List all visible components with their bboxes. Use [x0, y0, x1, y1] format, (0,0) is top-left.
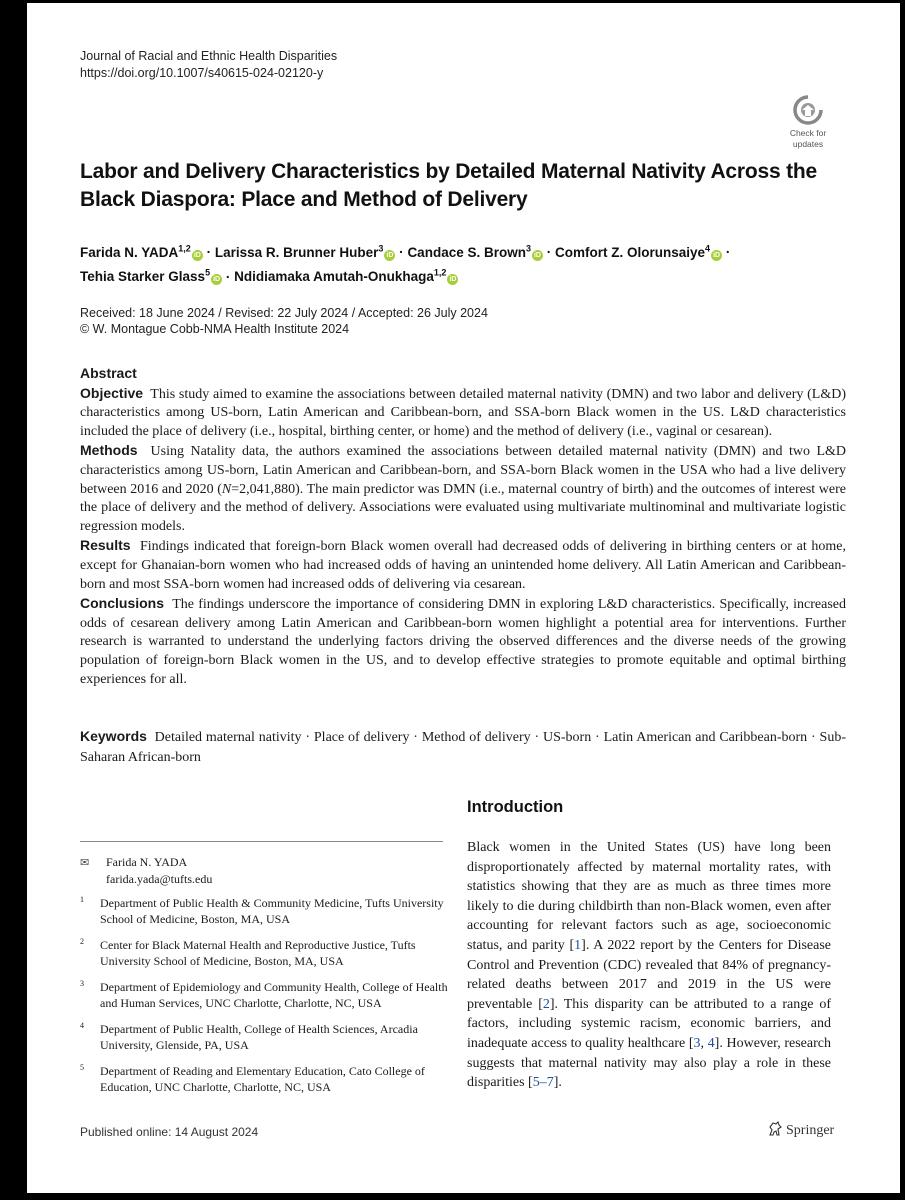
corresponding-name: Farida N. YADA — [106, 855, 188, 869]
orcid-icon[interactable]: iD — [533, 251, 541, 259]
abstract-heading: Abstract — [80, 365, 137, 381]
affiliation-item: 5 Department of Reading and Elementary Education, Cato College of Education, UNC Charlotte, Charlotte, NC, USA — [80, 1063, 425, 1094]
affiliation-item: 4 Department of Public Health, College of Health Sciences, Arcadia University, Glenside, PA, USA — [80, 1021, 418, 1052]
check-updates-label-1: Check for — [789, 128, 827, 138]
citation-link[interactable]: 1 — [574, 937, 582, 953]
footnote-divider — [80, 841, 443, 842]
orcid-icon[interactable]: iD — [713, 251, 721, 259]
author[interactable]: Tehia Starker Glass$^5$iD — [80, 267, 221, 284]
envelope-icon: ✉ — [80, 857, 90, 869]
citation-link[interactable]: 3 — [693, 1035, 701, 1051]
journal-name: Journal of Racial and Ethnic Health Disparities — [80, 49, 338, 63]
author[interactable]: Larissa R. Brunner Huber$^3$iD — [214, 243, 394, 260]
article-title: Labor and Delivery Characteristics by Detailed Maternal Nativity Across the Black Diaspora: Place and Method of Delivery — [80, 160, 817, 211]
publisher-name: Springer — [786, 1123, 835, 1138]
dates-line: Received: 18 June 2024 / Revised: 22 July 2024 / Accepted: 26 July 2024 — [80, 306, 488, 320]
keywords-label: Keywords — [80, 728, 147, 744]
springer-horse-icon — [767, 1121, 783, 1137]
affiliations — [80, 895, 460, 1105]
affiliation-item: 1 Department of Public Health & Community Medicine, Tufts University School of Medicine, Boston, MA, USA — [80, 895, 444, 926]
copyright-line: © W. Montague Cobb-NMA Health Institute 2024 — [80, 322, 350, 336]
check-for-updates-badge[interactable] — [784, 95, 832, 147]
orcid-icon[interactable]: iD — [386, 251, 394, 259]
journal-header — [80, 48, 337, 82]
citation-link[interactable]: 4 — [707, 1035, 715, 1051]
citation-link[interactable]: 5–7 — [532, 1075, 554, 1091]
affiliation-item: 2 Center for Black Maternal Health and Reproductive Justice, Tufts University School of Medicine, Boston, MA, USA — [80, 937, 416, 968]
article-history — [80, 305, 488, 337]
author[interactable]: Comfort Z. Olorunsaiye$^4$iD — [555, 243, 721, 260]
check-updates-label-2: updates — [792, 139, 824, 149]
orcid-icon[interactable]: iD — [449, 276, 457, 283]
abstract-conclusions: Conclusions The findings underscore the importance of considering DMN in exploring L&D characteristics. Specifically, increased odds of cesarean delivery among Latin American and Caribbean-born women highlight a potential area for interventions. Further research is warranted to understand the underlying factors driving the observed differences and the diverse needs of the growing population of foreign-born Black women in the US, and to develop effective strategies to promote equitable and optimal birthing experiences for all. — [80, 595, 847, 687]
paper-page — [27, 3, 900, 1193]
keywords-text: Detailed maternal nativity · Place of delivery · Method of delivery · US-born · Latin American and Caribbean-born · Sub-Saharan African-born — [80, 730, 846, 765]
abstract-results: Results Findings indicated that foreign-born Black women overall had decreased odds of delivering in birthing centers or at home, except for Ghanaian-born women who had increased odds of having an unintended home delivery. All Latin American and Caribbean-born and most SSA-born women had increased odds of delivering via cesarean. — [80, 537, 846, 592]
corresponding-author — [80, 854, 460, 887]
author[interactable]: Candace S. Brown$^3$iD — [407, 243, 541, 260]
author[interactable]: Farida N. YADA$^{1,2}$iD — [80, 243, 201, 260]
author[interactable]: Ndidiamaka Amutah-Onukhaga$^{1,2}$iD — [234, 267, 457, 284]
publisher-logo — [767, 1121, 834, 1139]
published-online: Published online: 14 August 2024 — [80, 1125, 259, 1139]
author-list: Farida N. YADA$^{1,2}$iD · Larissa R. Brunner Huber$^3$iD · Candace S. Brown$^3$iD · Comfort Z. Olorunsaiye$^4$iD · Tehia Starker Glass$^5$iD · Ndidiamaka Amutah-Onukhaga$^{1,2}$iD — [80, 243, 731, 284]
orcid-icon[interactable]: iD — [213, 276, 221, 283]
introduction-paragraph: Black women in the United States (US) have long been disproportionately affected by maternal mortality rates, with statistics showing that they are as much as three times more likely to die during childbirth than non-Black women, even after accounting for relevant factors such as age, socioeconomic status, and parity [1]. A 2022 report by the Centers for Disease Control and Prevention (CDC) revealed that 84% of pregnancy-related deaths between 2017 and 2019 in the US were preventable [2]. This disparity can be attributed to a range of factors, including systemic racism, economic barriers, and inadequate access to quality healthcare [3, 4]. However, research suggests that maternal nativity may also play a role in these disparities [5–7]. — [467, 840, 831, 1091]
affiliation-item: 3 Department of Epidemiology and Community Health, College of Health and Human Services, UNC Charlotte, Charlotte, NC, USA — [80, 979, 448, 1010]
abstract-methods: Methods Using Natality data, the authors examined the associations between detailed maternal nativity (DMN) and two L&D characteristics among US-born, Latin American and Caribbean-born, and SSA-born Black women in the USA who had a live delivery between 2016 and 2020 (N=2,041,880). The main predictor was DMN (i.e., maternal country of birth) and the outcomes of interest were the place of delivery and the method of delivery. Associations were evaluated using multivariate multinominal and multivariate logistic regression models. — [80, 442, 847, 534]
keywords — [80, 726, 846, 768]
abstract-objective: Objective This study aimed to examine the associations between detailed maternal nativity (DMN) and two labor and delivery (L&D) characteristics among US-born, Latin American and Caribbean-born, and SSA-born Black women in the US. L&D characteristics included the place of delivery (i.e., hospital, birthing center, or home) and the method of delivery (i.e., vaginal or cesarean). — [80, 384, 846, 439]
citation-link[interactable]: 2 — [542, 996, 550, 1012]
check-updates-icon — [793, 95, 823, 127]
orcid-icon[interactable]: iD — [193, 251, 201, 259]
abstract-section — [80, 364, 846, 689]
introduction-heading: Introduction — [467, 798, 564, 816]
doi-link[interactable]: https://doi.org/10.1007/s40615-024-02120-y — [80, 66, 324, 80]
corresponding-email[interactable]: farida.yada@tufts.edu — [106, 872, 213, 886]
